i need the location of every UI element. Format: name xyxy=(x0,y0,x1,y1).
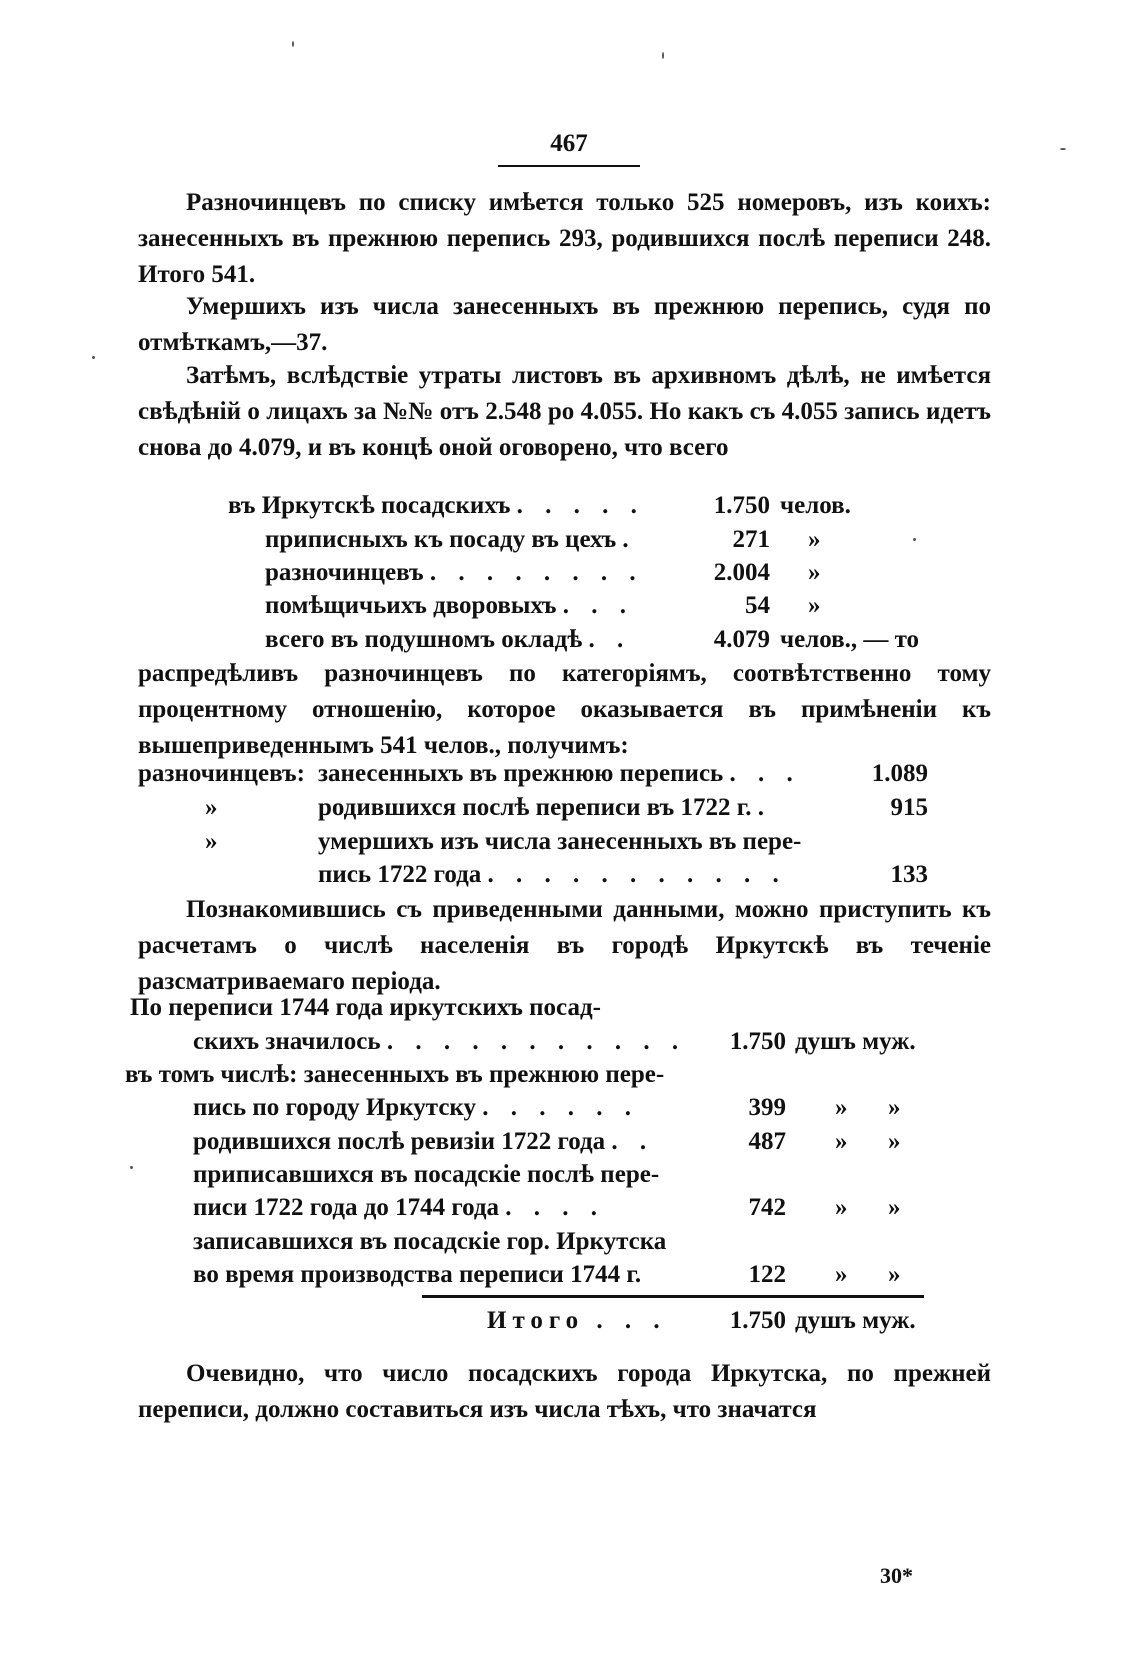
table1-row-label: въ Иркутскѣ посадскихъ . . . . . xyxy=(228,492,645,519)
table1-row-label: разночинцевъ . . . . . . . . xyxy=(265,559,644,586)
paragraph-6-text: Очевидно, что число посадскихъ города Иркутска, по прежней переписи, должно составиться изъ числа тѣхъ, что значатся xyxy=(138,1360,991,1423)
paragraph-2 xyxy=(138,289,991,361)
table3-intro-unit: душъ муж. xyxy=(795,1028,916,1055)
table2-row-label: родившихся послѣ переписи въ 1722 г. . xyxy=(318,794,772,821)
paragraph-4-text: распредѣливъ разночинцевъ по категоріямъ, соотвѣтственно тому процентному отношенію, которое оказывается въ примѣненіи къ вышеприведеннымъ 541 челов., получимъ: xyxy=(138,660,991,759)
table3-sub-head: въ томъ числѣ: занесенныхъ въ прежнюю пере- xyxy=(125,1061,665,1088)
table1-row-unit: челов., — то xyxy=(780,626,920,653)
table2-row-label: умершихъ изъ числа занесенныхъ въ пере- xyxy=(318,828,802,855)
table1-row-value: 4.079 xyxy=(713,626,770,653)
table2-row-value: 915 xyxy=(890,794,928,821)
table3-row-label: родившихся послѣ ревизіи 1722 года . . xyxy=(193,1128,655,1155)
table1-row-unit: » xyxy=(808,526,821,553)
table1-row-unit: » xyxy=(808,559,821,586)
table3-row-label-cont: писи 1722 года до 1744 года . . . . xyxy=(193,1194,606,1221)
table2-row-value: 1.089 xyxy=(871,760,928,787)
table2-row-label: занесенныхъ въ прежнюю перепись . . . xyxy=(318,760,801,787)
paragraph-3 xyxy=(138,358,991,466)
paragraph-5-text: Познакомившись съ приведенными данными, можно приступить къ расчетамъ о числѣ населенія въ городѣ Иркутскѣ въ теченіе разсматриваемаго періода. xyxy=(138,896,991,995)
table1-row-value: 2.004 xyxy=(713,559,770,586)
table3-row-label: пись по городу Иркутску . . . . . . xyxy=(193,1094,639,1121)
table1-row-label: приписныхъ къ посаду въ цехъ . xyxy=(265,526,637,553)
table2-row-label-cont: пись 1722 года . . . . . . . . . . . xyxy=(318,861,787,888)
table1-row-value: 54 xyxy=(745,592,770,619)
scan-speck xyxy=(913,538,916,541)
table3-row-ditto: » xyxy=(835,1128,848,1155)
table3-row-ditto: » xyxy=(835,1094,848,1121)
table1-row-unit: » xyxy=(808,592,821,619)
page-number: 467 xyxy=(550,130,588,157)
table3-row-value: 122 xyxy=(748,1261,786,1288)
paragraph-4 xyxy=(138,656,991,764)
paragraph-2-text: Умершихъ изъ числа занесенныхъ въ прежнюю перепись, судя по отмѣткамъ,—37. xyxy=(138,293,991,356)
table3-row-ditto: » xyxy=(888,1094,901,1121)
table3-row-ditto: » xyxy=(835,1194,848,1221)
paragraph-6 xyxy=(138,1356,991,1428)
table1-row-value: 1.750 xyxy=(713,492,770,519)
table3-row-label: записавшихся въ посадскіе гор. Иркутска xyxy=(193,1228,667,1255)
total-label: Итого . . . xyxy=(487,1307,668,1334)
table2-head: разночинцевъ: xyxy=(138,760,305,787)
table3-row-ditto: » xyxy=(888,1128,901,1155)
table3-row-ditto: » xyxy=(888,1261,901,1288)
scan-speck xyxy=(130,1166,133,1169)
paragraph-5 xyxy=(138,892,991,1000)
paragraph-3-text: Затѣмъ, вслѣдствіе утраты листовъ въ архивномъ дѣлѣ, не имѣется свѣдѣній о лицахъ за №№ отъ 2.548 ро 4.055. Но какъ съ 4.055 запись идетъ снова до 4.079, и въ концѣ оной оговорено, что всего xyxy=(138,362,991,461)
table1-row-label: помѣщичьихъ дворовыхъ . . . xyxy=(265,592,634,619)
total-unit: душъ муж. xyxy=(795,1307,916,1334)
scan-speck xyxy=(1060,148,1066,150)
table2-ditto: » xyxy=(205,828,218,855)
table2-row-value: 133 xyxy=(890,861,928,888)
total-rule xyxy=(422,1295,924,1298)
table1-row-label: всего въ подушномъ окладѣ . . xyxy=(265,626,632,653)
table3-row-label-cont: во время производства переписи 1744 г. xyxy=(193,1261,642,1288)
paragraph-1-text: Разночинцевъ по списку имѣется только 525 номеровъ, изъ коихъ: занесенныхъ въ прежнюю перепись 293, родившихся послѣ переписи 248. Итого 541. xyxy=(138,189,991,288)
table3-row-ditto: » xyxy=(835,1261,848,1288)
scan-speck xyxy=(92,356,95,359)
paragraph-1 xyxy=(138,185,991,293)
table3-intro-value: 1.750 xyxy=(729,1028,786,1055)
total-value: 1.750 xyxy=(729,1307,786,1334)
table3-row-label: приписавшихся въ посадскіе послѣ пере- xyxy=(193,1161,660,1188)
table1-row-value: 271 xyxy=(732,526,770,553)
scan-speck xyxy=(662,52,664,59)
scan-speck xyxy=(292,41,294,47)
table3-row-value: 742 xyxy=(748,1194,786,1221)
page-number-rule xyxy=(498,165,640,167)
table3-row-value: 399 xyxy=(748,1094,786,1121)
table3-intro: По переписи 1744 года иркутскихъ посад- xyxy=(130,994,601,1021)
table2-ditto: » xyxy=(205,794,218,821)
table3-row-value: 487 xyxy=(748,1128,786,1155)
table1-row-unit: челов. xyxy=(780,492,851,519)
signature-mark: 30* xyxy=(880,1563,913,1588)
table3-intro-cont: скихъ значилось . . . . . . . . . . . xyxy=(193,1028,687,1055)
table3-row-ditto: » xyxy=(888,1194,901,1221)
